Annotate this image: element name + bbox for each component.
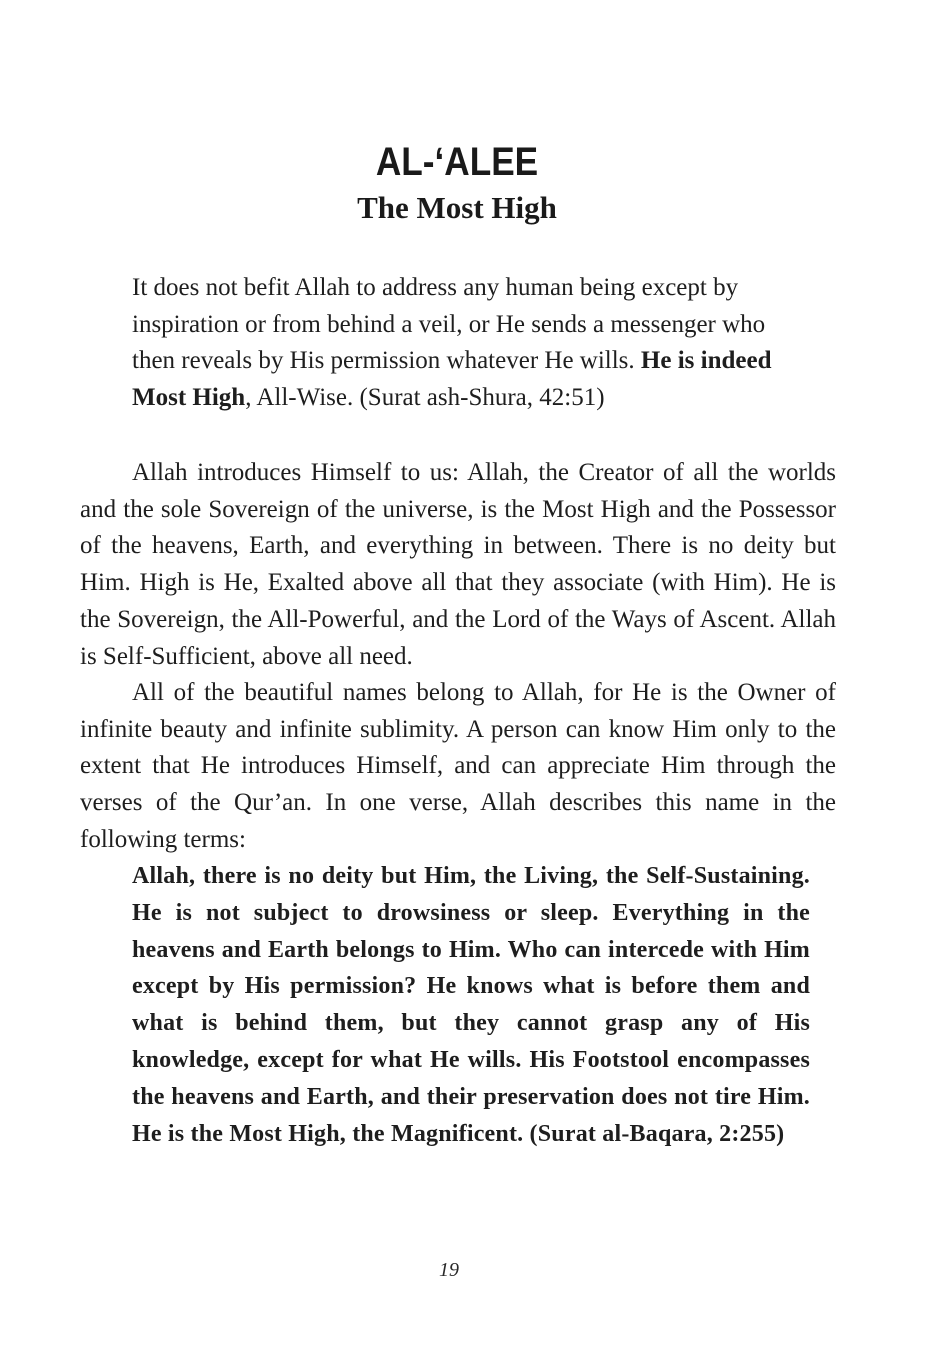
page-number: 19 <box>439 1259 459 1281</box>
page-subtitle: The Most High <box>357 190 557 225</box>
intro-verse <box>132 270 812 416</box>
paragraph-text: Allah introduces Himself to us: Allah, the Creator of all the worlds and the sole Sovereign of the universe, is the Most High and the Possessor of the heavens, Earth, and everything in between. There is no deity but Him. High is He, Exalted above all that they associate (with Him). He is the Sovereign, the All-Powerful, and the Lord of the Ways of Ascent. Allah is Self-Sufficient, above all need. <box>80 459 836 670</box>
body-paragraph-2 <box>80 675 836 859</box>
quoted-verse: Allah, there is no deity but Him, the Living, the Self-Sustaining. He is not subject to drowsiness or sleep. Everything in the heavens and Earth belongs to Him. Who can intercede with Him except by His permission? He knows what is before them and what is behind them, but they cannot grasp any of His knowledge, except for what He wills. His Footstool encompasses the heavens and Earth, and their preservation does not tire Him. He is the Most High, the Magnificent. (Surat al-Baqara, 2:255) <box>132 863 810 1147</box>
intro-verse-citation: , All-Wise. (Surat ash-Shura, 42:51) <box>245 383 605 411</box>
page-title: AL-‘ALEE <box>375 140 539 184</box>
paragraph-text: All of the beautiful names belong to Allah, for He is the Owner of infinite beauty and infinite sublimity. A person can know Him only to the extent that He introduces Himself, and can appreciate Him through the verses of the Qur’an. In one verse, Allah describes this name in the following terms: <box>80 679 836 853</box>
intro-verse-emphasis: He is indeed Most High <box>132 347 772 411</box>
intro-verse-text: It does not befit Allah to address any human being except by inspiration or from behind a veil, or He sends a messenger who then reveals by His permission whatever He wills. <box>132 274 766 374</box>
body-paragraph-1 <box>80 455 836 675</box>
